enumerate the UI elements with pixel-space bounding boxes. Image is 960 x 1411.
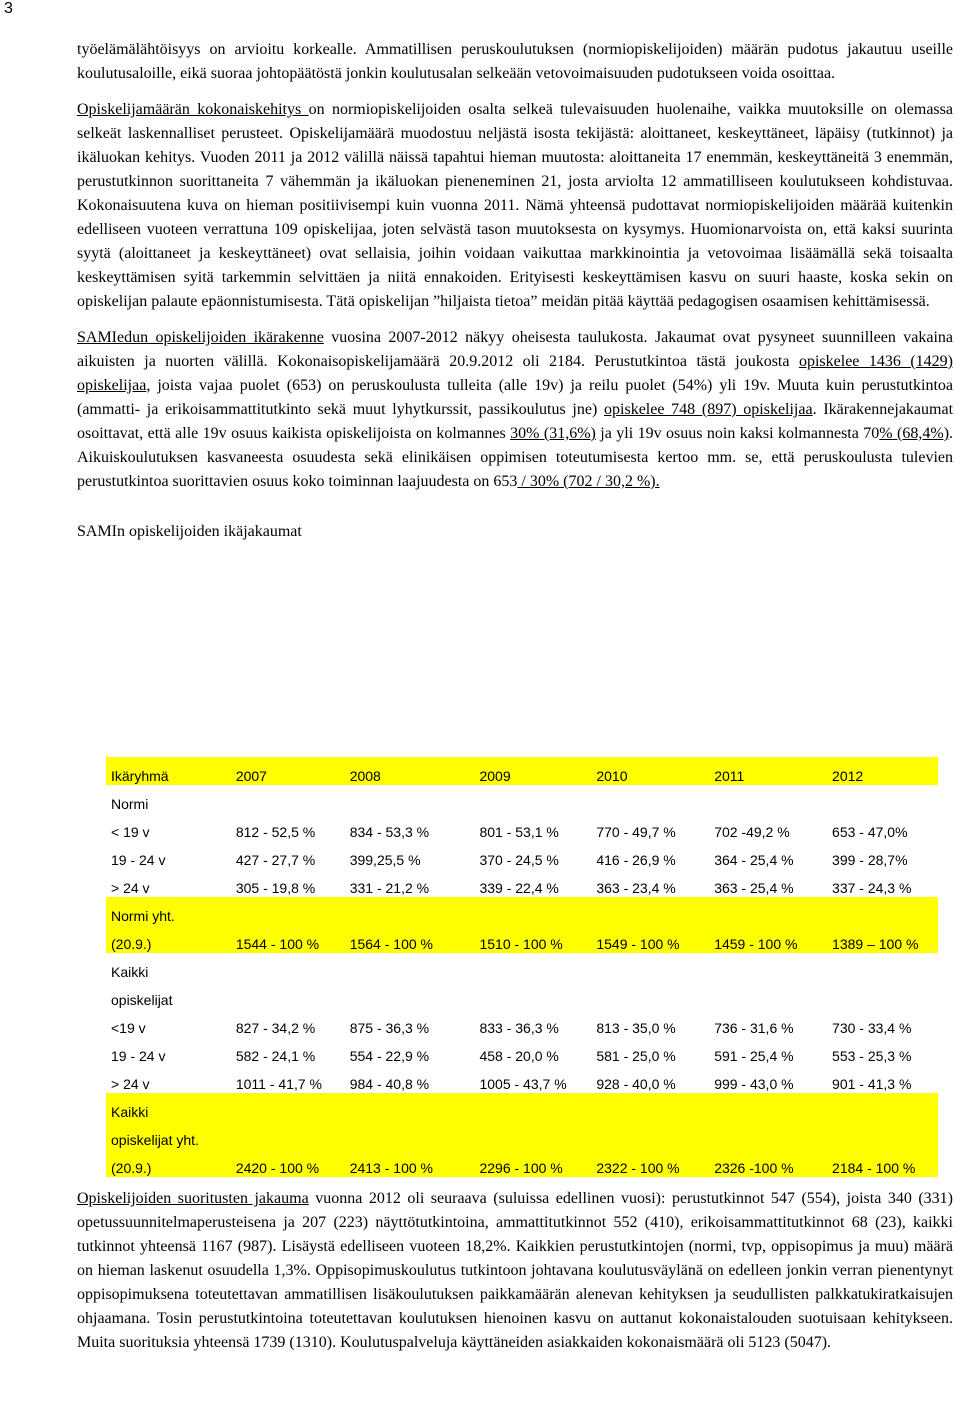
table-row: [107, 1093, 938, 1121]
document-body: [77, 38, 953, 544]
table-cell: 370 - 24,5 %: [479, 852, 559, 868]
table-row: [107, 1121, 938, 1149]
table-cell: 2184 - 100 %: [828, 1149, 938, 1177]
link-kokonaiskehitys[interactable]: Opiskelijamäärän kokonaiskehitys: [77, 101, 309, 118]
table-cell: [345, 953, 475, 981]
table-cell: [592, 1121, 710, 1149]
text-span: . Aikuiskoulutuksen kasvaneesta osuudesta sekä elinikäisen oppimisen toteutumisesta kertoo mm. se, että peruskoulusta tulevien perustutkintoa suorittavien osuus koko toiminnan laajuudesta on 653: [77, 425, 954, 490]
text-span: , joista vajaa puolet (653) on peruskoulusta tulleita (alle 19v) ja reilu puolet (54%) yli 19v. Muuta kuin perustutkintoa (ammatti- ja erikoisammattitutkinto sekä muut lyhytkurssit, passikoulutus jne): [77, 377, 953, 418]
table-cell: Kaikki: [111, 964, 149, 980]
table-row: [107, 1065, 938, 1093]
table-cell: Kaikki: [107, 1093, 232, 1121]
underlined-text: 30% (31,6%): [510, 425, 596, 442]
table-cell: 305 - 19,8 %: [235, 880, 316, 896]
table-cell: 1544 - 100 %: [231, 925, 345, 953]
table-cell: [592, 953, 710, 981]
table-header-cell: 2011: [710, 757, 828, 785]
table-cell: < 19 v: [111, 824, 150, 840]
underlined-text: opiskelee 748 (897) opiskelijaa: [604, 401, 813, 418]
table-cell: [345, 1093, 475, 1121]
table-cell: 427 - 27,7 %: [235, 852, 316, 868]
paragraph-intro: työelämälähtöisyys on arvioitu korkealle. Ammatillisen peruskoulutuksen (normiopiskelijoiden) määrän pudotus jakautuu useille koulutusaloille, eikä suoraa johtopäätöstä jonkin koulutusalan selkeään vetovoimaisuuden pudotukseen voida osoittaa.: [77, 41, 953, 82]
table-cell: [231, 953, 345, 981]
text-span: Opiskelijamäärä muodostuu neljästä isosta tekijästä: aloittaneet, keskeyttäneet, läpäisy (tutkinnot) ja ikäluokan kehitys.: [77, 125, 953, 166]
table-row: [107, 981, 938, 1009]
table-row: [107, 953, 938, 981]
table-cell: [828, 981, 938, 1009]
paragraph-age-structure: [77, 326, 953, 494]
table-cell: 581 - 25,0 %: [596, 1048, 676, 1064]
table-cell: 553 - 25,3 %: [832, 1048, 912, 1064]
table-cell: 554 - 22,9 %: [349, 1048, 430, 1064]
table-header-cell: Ikäryhmä: [107, 757, 232, 785]
table-cell: 702 -49,2 %: [714, 824, 790, 840]
text-span: . Ikärakennejakaumat osoittavat, että alle 19v osuus kaikista opiskelijoista on kolmannes: [77, 401, 954, 442]
table-row: [107, 1009, 938, 1037]
table-cell: 999 - 43,0 %: [714, 1076, 794, 1092]
table-cell: 2413 - 100 %: [345, 1149, 475, 1177]
table-cell: 1510 - 100 %: [475, 925, 592, 953]
table-cell: 1389 – 100 %: [828, 925, 938, 953]
table-cell: 834 - 53,3 %: [349, 824, 430, 840]
table-cell: 812 - 52,5 %: [235, 824, 316, 840]
text-span: Vuoden 2011 ja 2012 välillä näissä tapahtui hieman muutosta: aloittaneita 17 enemmän, keskeyttäneitä 3 enemmän, perustutkinnon suorittaneita 7 vähemmän ja ikäluokan pieneneminen 21, josta arviolta 12 ammatilliseen koulutukseen kohdistuvaa. Kokonaisuutena kuva on hieman positiivisempi kuin vuonna 2011. Nämä yhteensä pudottavat normiopiskelijoiden määrää kuitenkin edelliseen vuoteen verrattuna 109 opiskelijaa, joten selvästä tason muutoksesta on kysymys. Huomionarvoista on, että kaksi suurinta syytä (aloittaneet ja keskeyttäneet) ovat sellaisia, joihin voidaan vaikuttaa markkinointia ja vetovoimaa lisäämällä sekä toisaalta keskeyttämisen syitä tarkemmin selvittäen ja niitä ennakoiden. Erityisesti keskeyttämisen kasvu on suuri haaste, koska sekin on opiskelijan palaute epäonnistumisesta. Tätä opiskelijan ”hiljaista tietoa” meidän pitää käyttää pedagogisen osaamisen kehittämisessä.: [77, 149, 953, 310]
table-cell: [345, 981, 475, 1009]
table-cell: 2322 - 100 %: [592, 1149, 710, 1177]
table-row: [107, 897, 938, 925]
table-cell: 1549 - 100 %: [592, 925, 710, 953]
link-suoritusten-jakauma[interactable]: Opiskelijoiden suoritusten jakauma: [77, 1190, 309, 1207]
table-cell: 875 - 36,3 %: [349, 1020, 430, 1036]
table-cell: 984 - 40,8 %: [349, 1076, 430, 1092]
table-cell: [475, 897, 592, 925]
table-cell: [475, 1121, 592, 1149]
table-cell: [828, 1121, 938, 1149]
text-span: ja yli 19v osuus noin kaksi kolmannesta 70: [595, 425, 880, 442]
table-cell: [710, 1121, 828, 1149]
table-cell: [828, 1093, 938, 1121]
table-row: [107, 785, 938, 813]
text-span: on normiopiskelijoiden osalta selkeä tulevaisuuden huolenaihe, vaikka muutoksille on olemassa selkeät laskennalliset perusteet.: [77, 101, 953, 142]
age-distribution-table: [106, 756, 938, 1177]
underlined-text: % (68,4%): [879, 425, 950, 442]
table-cell: [231, 1093, 345, 1121]
table-row: [107, 1037, 938, 1065]
table-cell: [828, 897, 938, 925]
table-cell: 2326 -100 %: [710, 1149, 828, 1177]
table-cell: [231, 981, 345, 1009]
table-cell: 582 - 24,1 %: [235, 1048, 316, 1064]
table-cell: 827 - 34,2 %: [235, 1020, 316, 1036]
table-cell: 653 - 47,0%: [832, 824, 908, 840]
table-cell: [231, 897, 345, 925]
table-cell: 363 - 23,4 %: [596, 880, 676, 896]
table-cell: 19 - 24 v: [111, 1048, 166, 1064]
table-cell: (20.9.): [107, 925, 232, 953]
table-header-cell: 2012: [828, 757, 938, 785]
table-cell: > 24 v: [111, 880, 150, 896]
table-cell: 801 - 53,1 %: [479, 824, 559, 840]
table-row: [107, 869, 938, 897]
paragraph-development: [77, 98, 953, 314]
table-row: [107, 841, 938, 869]
table-cell: [828, 953, 938, 981]
table-cell: 770 - 49,7 %: [596, 824, 676, 840]
table-cell: 399,25,5 %: [349, 852, 421, 868]
table-cell: opiskelijat yht.: [107, 1121, 232, 1149]
table-title: SAMIn opiskelijoiden ikäjakaumat: [77, 523, 302, 540]
table-cell: [475, 953, 592, 981]
table-cell: [710, 897, 828, 925]
table-cell: [475, 1093, 592, 1121]
table-cell: 337 - 24,3 %: [832, 880, 912, 896]
table-cell: [592, 785, 710, 813]
table-cell: [345, 785, 475, 813]
table-cell: [345, 897, 475, 925]
page-number: 3: [4, 0, 13, 17]
table-cell: [710, 785, 828, 813]
table-cell: 591 - 25,4 %: [714, 1048, 794, 1064]
table-header-cell: 2009: [475, 757, 592, 785]
table-header-cell: 2008: [345, 757, 475, 785]
table-cell: [475, 981, 592, 1009]
table-header-cell: 2010: [592, 757, 710, 785]
paragraph-results: [77, 1187, 953, 1355]
table-cell: [475, 785, 592, 813]
table-cell: 813 - 35,0 %: [596, 1020, 676, 1036]
table-cell: 2420 - 100 %: [231, 1149, 345, 1177]
table-cell: Normi yht.: [107, 897, 232, 925]
table-cell: 339 - 22,4 %: [479, 880, 559, 896]
table-cell: [710, 981, 828, 1009]
table-cell: 1011 - 41,7 %: [235, 1076, 322, 1092]
table-cell: [828, 785, 938, 813]
link-ikarakenne[interactable]: SAMIedun opiskelijoiden ikärakenne: [77, 329, 324, 346]
table-cell: 2296 - 100 %: [475, 1149, 592, 1177]
table-header-cell: 2007: [231, 757, 345, 785]
table-cell: 363 - 25,4 %: [714, 880, 794, 896]
table-cell: [345, 1121, 475, 1149]
table-cell: 19 - 24 v: [111, 852, 166, 868]
table-cell: 331 - 21,2 %: [349, 880, 430, 896]
underlined-text: / 30% (702 / 30,2 %).: [517, 473, 660, 490]
table-header-row: [107, 757, 938, 785]
table-cell: 833 - 36,3 %: [479, 1020, 559, 1036]
table-row: [107, 1149, 938, 1177]
table-cell: 901 - 41,3 %: [832, 1076, 912, 1092]
table-cell: 399 - 28,7%: [832, 852, 908, 868]
table-cell: 416 - 26,9 %: [596, 852, 676, 868]
table-cell: > 24 v: [111, 1076, 150, 1092]
table-cell: [592, 897, 710, 925]
table-cell: 736 - 31,6 %: [714, 1020, 794, 1036]
table-cell: [710, 1093, 828, 1121]
table-cell: Normi: [111, 796, 149, 812]
table-cell: 458 - 20,0 %: [479, 1048, 559, 1064]
table-cell: [710, 953, 828, 981]
table-cell: [231, 1121, 345, 1149]
table-cell: opiskelijat: [111, 992, 173, 1008]
underlined-text: opiskelee 1436 (1429) opiskelijaa: [77, 353, 954, 394]
table-cell: 1005 - 43,7 %: [479, 1076, 567, 1092]
text-span: vuonna 2012 oli seuraava (suluissa edellinen vuosi): perustutkinnot 547 (554), joista 340 (331) opetussuunnitelmaperusteisena ja 207 (223) näyttötutkintoina, ammattitutkinnot 552 (410), erikoisammattitutkinnot 68 (23), kaikki tutkinnot yhteensä 1167 (987). Lisäystä edelliseen vuoteen 18,2%. Kaikkien perustutkintojen (normi, tvp, oppisopimus ja muu) määrä on hieman laskenut osuudella 1,3%. Oppisopimuskoulutus tutkintoon johtavana koulutusväylänä on edelleen jonkin verran pienentynyt oppisopimuksena toteutettavan ammatillisen lisäkoulutuksen paikkamäärän alenevan kehityksen ja seudullisten palkkatukiratkaisujen ohjaamana. Tosin perustutkintoina toteutettavan koulutuksen hienoinen kasvu on auttanut kokonaistalouden suotuisaan kehitykseen. Muita suorituksia yhteensä 1739 (1310). Koulutuspalveluja käyttäneiden asiakkaiden kokonaismäärä oli 5123 (5047).: [77, 1190, 954, 1351]
table-cell: <19 v: [111, 1020, 146, 1036]
text-span: vuosina 2007-2012 näkyy oheisesta taulukosta. Jakaumat ovat pysyneet suunnilleen vakaina aikuisten ja nuorten välillä. Kokonaisopiskelijamäärä 20.9.2012 oli 2184. Perustutkintoa tästä joukosta: [77, 329, 953, 370]
table-cell: [592, 981, 710, 1009]
table-cell: 730 - 33,4 %: [832, 1020, 912, 1036]
table-cell: [231, 785, 345, 813]
table-cell: [592, 1093, 710, 1121]
table-cell: 1564 - 100 %: [345, 925, 475, 953]
table-row: [107, 925, 938, 953]
table-cell: 928 - 40,0 %: [596, 1076, 676, 1092]
table-cell: 364 - 25,4 %: [714, 852, 794, 868]
table-cell: (20.9.): [107, 1149, 232, 1177]
table-cell: 1459 - 100 %: [710, 925, 828, 953]
paragraph-results-wrapper: [77, 1187, 953, 1355]
table-row: [107, 813, 938, 841]
